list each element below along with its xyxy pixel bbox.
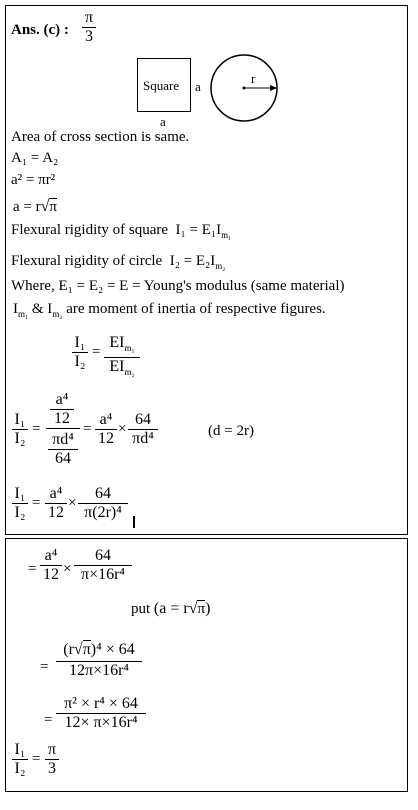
fraction-a4-12-d: a⁴ 12 (40, 548, 62, 583)
times: × (118, 421, 127, 437)
ratio-i1-i2-b: I₁ I₂ (12, 412, 28, 447)
text-where-youngs: Where, E₁ = E₂ = E = Young's modulus (same material) (11, 278, 345, 294)
square-label: Square (143, 78, 180, 93)
fraction-pi-3: π 3 (45, 742, 59, 777)
eq-a-r-sqrtpi: a = r√π (13, 198, 57, 215)
square-bottom-label: a (160, 114, 166, 129)
equals: = (92, 344, 101, 360)
fraction-64-pid4: 64 πd⁴ (128, 412, 158, 447)
flexural-circle: Flexural rigidity of circle $I_2 = E_2I_{m_2}$ (11, 253, 226, 271)
answer-fraction: π 3 (82, 10, 96, 45)
times: × (63, 561, 72, 577)
fraction-a4-12-c: a⁴ 12 (45, 486, 67, 521)
fraction-64-pi2r4: 64 π(2r)⁴ (78, 486, 128, 521)
eq-a2-pir2: a² = πr² (11, 172, 56, 188)
circle-figure (207, 52, 281, 124)
times: × (68, 495, 77, 511)
equals: = (32, 751, 41, 767)
put-substitution: put (a = r√π) (131, 600, 211, 617)
ratio-i1-i2-final: I₁ I₂ (12, 742, 28, 777)
equals: = (32, 495, 41, 511)
eq-a1-a2: A₁ = A₂ (11, 150, 59, 166)
ratio-i1-i2-c: I₁ I₂ (12, 486, 28, 521)
equals: = (44, 712, 53, 728)
main-fraction-bar (46, 428, 80, 429)
radius-label: r (251, 71, 256, 86)
text-area-same: Area of cross section is same. (11, 129, 190, 145)
equals: = (83, 421, 92, 437)
fraction-a4-12: a⁴ 12 (50, 392, 74, 427)
ratio-eim1-eim2: $EI_{m_1}$ $EI_{m_2}$ (104, 335, 140, 380)
text-cursor (133, 516, 135, 528)
text-moment-inertia: $I_{m_1}$ & $I_{m_2}$ are moment of inertia of respective figures. (13, 301, 326, 319)
note-d-2r: (d = 2r) (208, 423, 254, 439)
equals: = (32, 421, 41, 437)
answer-label: Ans. (c) : (11, 22, 69, 38)
fraction-pid4-64: πd⁴ 64 (48, 432, 78, 467)
fraction-64-pi16r4: 64 π×16r⁴ (74, 548, 132, 583)
fraction-pi2r4-64: π² × r⁴ × 64 12× π×16r⁴ (56, 696, 146, 731)
square-side-label: a (195, 79, 201, 94)
equals: = (40, 659, 49, 675)
ratio-i1-i2-a: I₁ I₂ (72, 335, 88, 370)
flexural-square: Flexural rigidity of square $I_1 = E_1I_{m_1}$ (11, 222, 232, 240)
fraction-a4-12-b: a⁴ 12 (95, 412, 117, 447)
fraction-rsqrtpi4-64: (r√π)⁴ × 64 12π×16r⁴ (56, 640, 142, 679)
equals: = (28, 561, 37, 577)
